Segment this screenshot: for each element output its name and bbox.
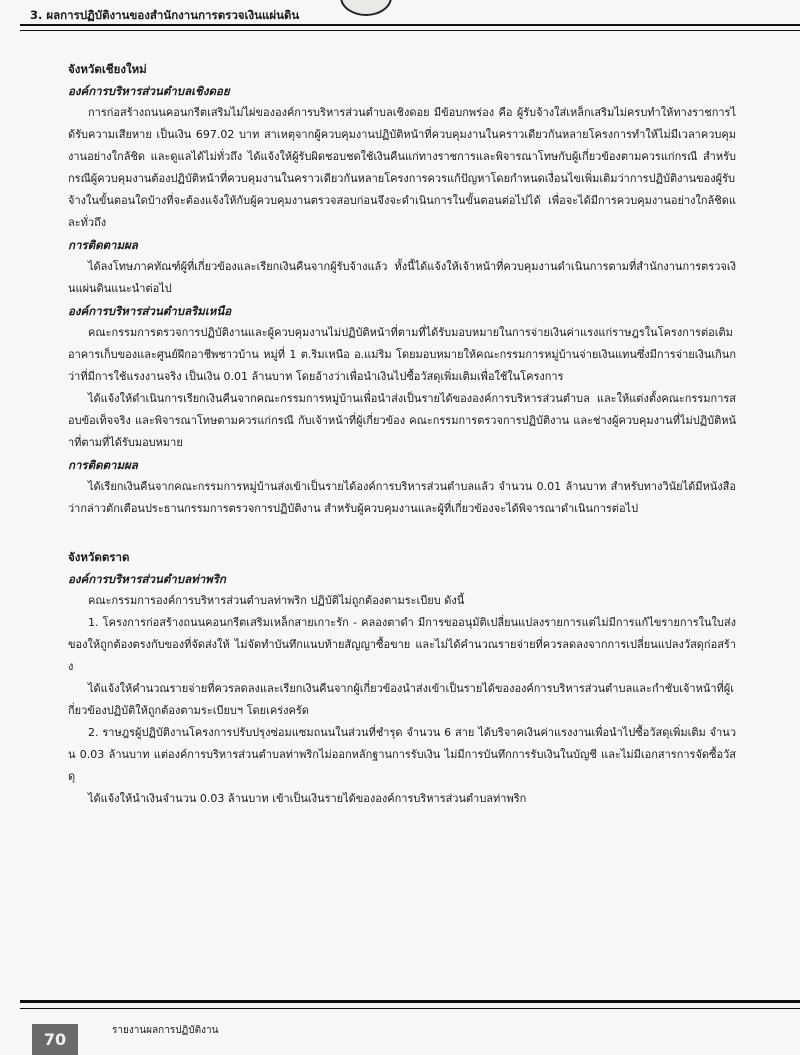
footer-divider — [20, 1000, 800, 1009]
header-title: 3. ผลการปฏิบัติงานของสำนักงานการตรวจเงินแผ่นดิน — [30, 8, 300, 22]
province-heading-trat: จังหวัดตราด — [68, 550, 130, 564]
followup-heading-2: การติดตามผล — [68, 458, 138, 472]
section-spacer — [68, 520, 736, 546]
footer-report-title — [112, 1024, 218, 1038]
paragraph-item-1-action: ได้แจ้งให้คำนวณรายจ่ายที่ควรลดลงและเรียกเงินคืนจากผู้เกี่ยวข้องนำส่งเข้าเป็นรายได้ขององค์การบริหารส่วนตำบลและกำชับเจ้าหน้าที่ผู้เกี่ยวข้องปฏิบัติให้ถูกต้องตามระเบียบฯ โดยเคร่งครัด — [68, 682, 735, 717]
page-number: 70 — [32, 1024, 78, 1055]
paragraph-item-2-action: ได้แจ้งให้นำเงินจำนวน 0.03 ล้านบาท เข้าเป็นเงินรายได้ขององค์การบริหารส่วนตำบลท่าพริก — [88, 792, 527, 805]
footer-line-1: รายงานผลการปฏิบัติงาน — [112, 1025, 219, 1036]
paragraph-tha-phrik-intro: คณะกรรมการองค์การบริหารส่วนตำบลท่าพริก ปฏิบัติไม่ถูกต้องตามระเบียบ ดังนี้ — [88, 594, 465, 607]
followup-heading-1: การติดตามผล — [68, 238, 138, 252]
paragraph-item-2: 2. ราษฎรผู้ปฏิบัติงานโครงการปรับปรุงซ่อมแซมถนนในส่วนที่ชำรุด จำนวน 6 สาย ได้บริจาคเงินค่าแรงงานเพื่อนำไปซื้อวัสดุเพิ่มเติม จำนวน 0.03 ล้านบาท แต่องค์การบริหารส่วนตำบลท่าพริกไม่ออกหลักฐานการรับเงิน ไม่มีการบันทึกการรับเงินในบัญชี และไม่มีเอกสารการจัดซื้อวัสดุ — [68, 726, 736, 783]
org-heading-choeng-doi: องค์การบริหารส่วนตำบลเชิงดอย — [68, 84, 230, 98]
paragraph-rim-nuea-2: ได้แจ้งให้ดำเนินการเรียกเงินคืนจากคณะกรรมการหมู่บ้านเพื่อนำส่งเป็นรายได้ขององค์การบริหารส่วนตำบล และให้แต่งตั้งคณะกรรมการสอบข้อเท็จจริง และพิจารณาโทษตามควรแก่กรณี กับเจ้าหน้าที่ผู้เกี่ยวข้อง คณะกรรมการตรวจการปฏิบัติงาน และช่างผู้ควบคุมงานที่ไม่ปฏิบัติหน้าที่ตามที่ได้รับมอบหมาย — [68, 392, 736, 449]
paragraph-choeng-doi: การก่อสร้างถนนคอนกรีตเสริมไม่ไผ่ขององค์การบริหารส่วนตำบลเชิงดอย มีข้อบกพร่อง คือ ผู้รับจ้างใส่เหล็กเสริมไม่ครบทำให้ทางราชการได้รับความเสียหาย เป็นเงิน 697.02 บาท สาเหตุจากผู้ควบคุมงานปฏิบัติหน้าที่ควบคุมงานในคราวเดียวกันหลายโครงการทำให้ไม่มีเวลาควบคุมงานอย่างใกล้ชิด และดูแลได้ไม่ทั่วถึง ได้แจ้งให้ผู้รับผิดชอบชดใช้เงินคืนแก่ทางราชการและพิจารณาโทษกับผู้เกี่ยวข้องตามควรแก่กรณี สำหรับกรณีผู้ควบคุมงานต้องปฏิบัติหน้าที่ควบคุมงานในคราวเดียวกันหลายโครงการควรแก้ปัญหาโดยกำหนดเงื่อนไขเพิ่มเติมว่าการปฏิบัติงานของผู้รับจ้างในขั้นตอนใดบ้างที่จะต้องแจ้งให้กับผู้ควบคุมงานตรวจสอบก่อนจึงจะดำเนินการในขั้นตอนต่อไปได้ เพื่อจะได้มีการควบคุมงานอย่างใกล้ชิดและทั่วถึง — [68, 106, 736, 229]
org-heading-tha-phrik: องค์การบริหารส่วนตำบลท่าพริก — [68, 572, 226, 586]
org-heading-rim-nuea: องค์การบริหารส่วนตำบลริมเหนือ — [68, 304, 232, 318]
page-header — [20, 0, 800, 24]
paragraph-rim-nuea-1: คณะกรรมการตรวจการปฏิบัติงานและผู้ควบคุมงานไม่ปฏิบัติหน้าที่ตามที่ได้รับมอบหมายในการจ่ายเงินค่าแรงแก่ราษฎรในโครงการต่อเติมอาคารเก็บของและศูนย์ฝึกอาชีพชาวบ้าน หมู่ที่ 1 ต.ริมเหนือ อ.แม่ริม โดยมอบหมายให้คณะกรรมการหมู่บ้านจ่ายเงินแทนซึ่งมีการจ่ายเงินเกินกว่าที่มีการใช้แรงงานจริง เป็นเงิน 0.01 ล้านบาท โดยอ้างว่าเพื่อนำเงินไปซื้อวัสดุเพิ่มเติมเพื่อใช้ในโครงการ — [68, 326, 736, 383]
document-body — [68, 58, 736, 810]
paragraph-followup-1: ได้ลงโทษภาคทัณฑ์ผู้ที่เกี่ยวข้องและเรียกเงินคืนจากผู้รับจ้างแล้ว ทั้งนี้ได้แจ้งให้เจ้าหน้าที่ควบคุมงานดำเนินการตามที่สำนักงานการตรวจเงินแผ่นดินแนะนำต่อไป — [68, 260, 736, 295]
header-divider — [20, 24, 800, 31]
paragraph-item-1: 1. โครงการก่อสร้างถนนคอนกรีตเสริมเหล็กสายเกาะรัก - คลองตาดำ มีการขออนุมัติเปลี่ยนแปลงรายการแต่ไม่มีการแก้ไขรายการในใบส่งของให้ถูกต้องตรงกับของที่จัดส่งให้ ไม่จัดทำบันทึกแนบท้ายสัญญาซื้อขาย และไม่ได้คำนวณรายจ่ายที่ควรลดลงจากการเปลี่ยนแปลงวัสดุก่อสร้าง — [68, 616, 736, 673]
province-heading-chiangmai: จังหวัดเชียงใหม่ — [68, 62, 147, 76]
paragraph-followup-2: ได้เรียกเงินคืนจากคณะกรรมการหมู่บ้านส่งเข้าเป็นรายได้องค์การบริหารส่วนตำบลแล้ว จำนวน 0.01 ล้านบาท สำหรับทางวินัยได้มีหนังสือว่ากล่าวตักเตือนประธานกรรมการตรวจการปฏิบัติงาน สำหรับผู้ควบคุมงานและผู้ที่เกี่ยวข้องจะได้พิจารณาดำเนินการต่อไป — [68, 480, 736, 515]
